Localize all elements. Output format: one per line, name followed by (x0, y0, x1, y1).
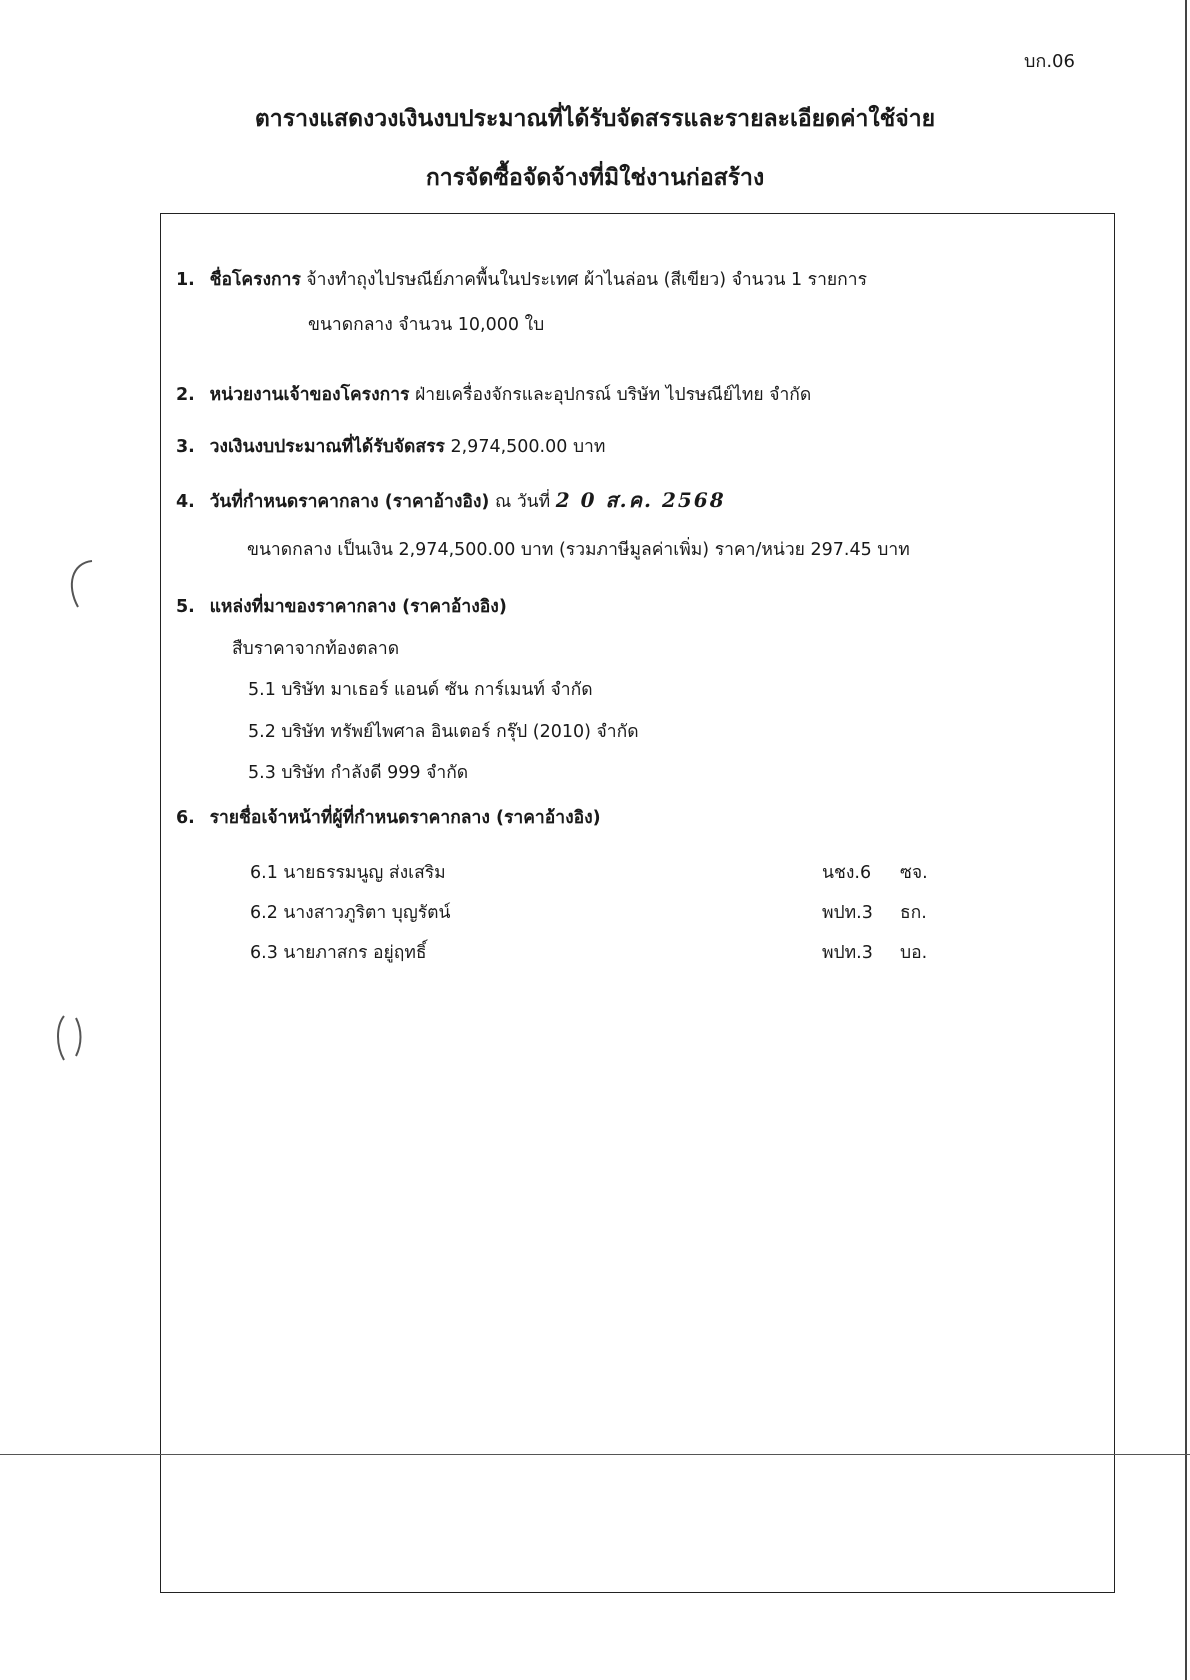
source-item: 5.3 บริษัท กำลังดี 999 จำกัด (248, 763, 469, 783)
item-number: 1. (176, 270, 195, 290)
item-project-size: ขนาดกลาง จำนวน 10,000 ใบ (308, 315, 545, 335)
item-number: 2. (176, 385, 195, 405)
item-label: รายชื่อเจ้าหน้าที่ผู้ที่กำหนดราคากลาง (ราคาอ้างอิง) (209, 808, 601, 828)
officer-row (250, 858, 928, 886)
item-budget (176, 432, 605, 460)
item-officers (176, 803, 601, 831)
officer-row (250, 938, 928, 966)
item-label: ชื่อโครงการ (209, 270, 301, 290)
page-edge-line (1185, 0, 1187, 1680)
officer-level: นชง.6 (822, 863, 872, 883)
document-code: บก.06 (1024, 51, 1075, 72)
officer-name: 6.2 นางสาวภูริตา บุญรัตน์ (250, 903, 451, 923)
source-item: 5.1 บริษัท มาเธอร์ แอนด์ ซัน การ์เมนท์ จำกัด (248, 680, 593, 700)
officer-unit: ซจ. (900, 863, 928, 883)
item-value: จ้างทำถุงไปรษณีย์ภาคพื้นในประเทศ ผ้าไนล่อน (สีเขียว) จำนวน 1 รายการ (306, 270, 867, 290)
handwritten-date: 2 0 ส.ค. 2568 (555, 488, 726, 512)
item-reference-price: ขนาดกลาง เป็นเงิน 2,974,500.00 บาท (รวมภาษีมูลค่าเพิ่ม) ราคา/หน่วย 297.45 บาท (247, 540, 910, 560)
item-value: ฝ่ายเครื่องจักรและอุปกรณ์ บริษัท ไปรษณีย์ไทย จำกัด (415, 385, 812, 405)
item-label: แหล่งที่มาของราคากลาง (ราคาอ้างอิง) (209, 597, 507, 617)
item-reference-date (176, 484, 726, 516)
officer-level: พปท.3 (822, 903, 873, 923)
page-subtitle: การจัดซื้อจัดจ้างที่มิใช่งานก่อสร้าง (425, 165, 765, 191)
item-number: 6. (176, 808, 195, 828)
item-owner-unit (176, 380, 811, 408)
officer-name: 6.1 นายธรรมนูญ ส่งเสริม (250, 863, 446, 883)
officer-unit: ธก. (900, 903, 927, 923)
scan-fold-line (0, 1454, 1190, 1455)
punch-hole-mark (58, 555, 98, 615)
source-item: 5.2 บริษัท ทรัพย์ไพศาล อินเตอร์ กรุ๊ป (2010) จำกัด (248, 722, 639, 742)
item-number: 4. (176, 492, 195, 512)
item-number: 5. (176, 597, 195, 617)
officer-row (250, 898, 927, 926)
item-value: ณ วันที่ (495, 492, 551, 512)
item-number: 3. (176, 437, 195, 457)
page-title: ตารางแสดงวงเงินงบประมาณที่ได้รับจัดสรรและรายละเอียดค่าใช้จ่าย (254, 106, 936, 132)
item-project-name (176, 265, 867, 293)
officer-name: 6.3 นายภาสกร อยู่ฤทธิ์ (250, 943, 427, 963)
officer-level: พปท.3 (822, 943, 873, 963)
punch-hole-mark (50, 1010, 90, 1070)
officer-unit: บอ. (900, 943, 928, 963)
source-intro: สืบราคาจากท้องตลาด (232, 639, 400, 659)
item-price-source (176, 592, 507, 620)
item-label: วันที่กำหนดราคากลาง (ราคาอ้างอิง) (209, 492, 490, 512)
item-label: หน่วยงานเจ้าของโครงการ (209, 385, 410, 405)
item-label: วงเงินงบประมาณที่ได้รับจัดสรร (209, 437, 445, 457)
item-value: 2,974,500.00 บาท (450, 437, 606, 457)
